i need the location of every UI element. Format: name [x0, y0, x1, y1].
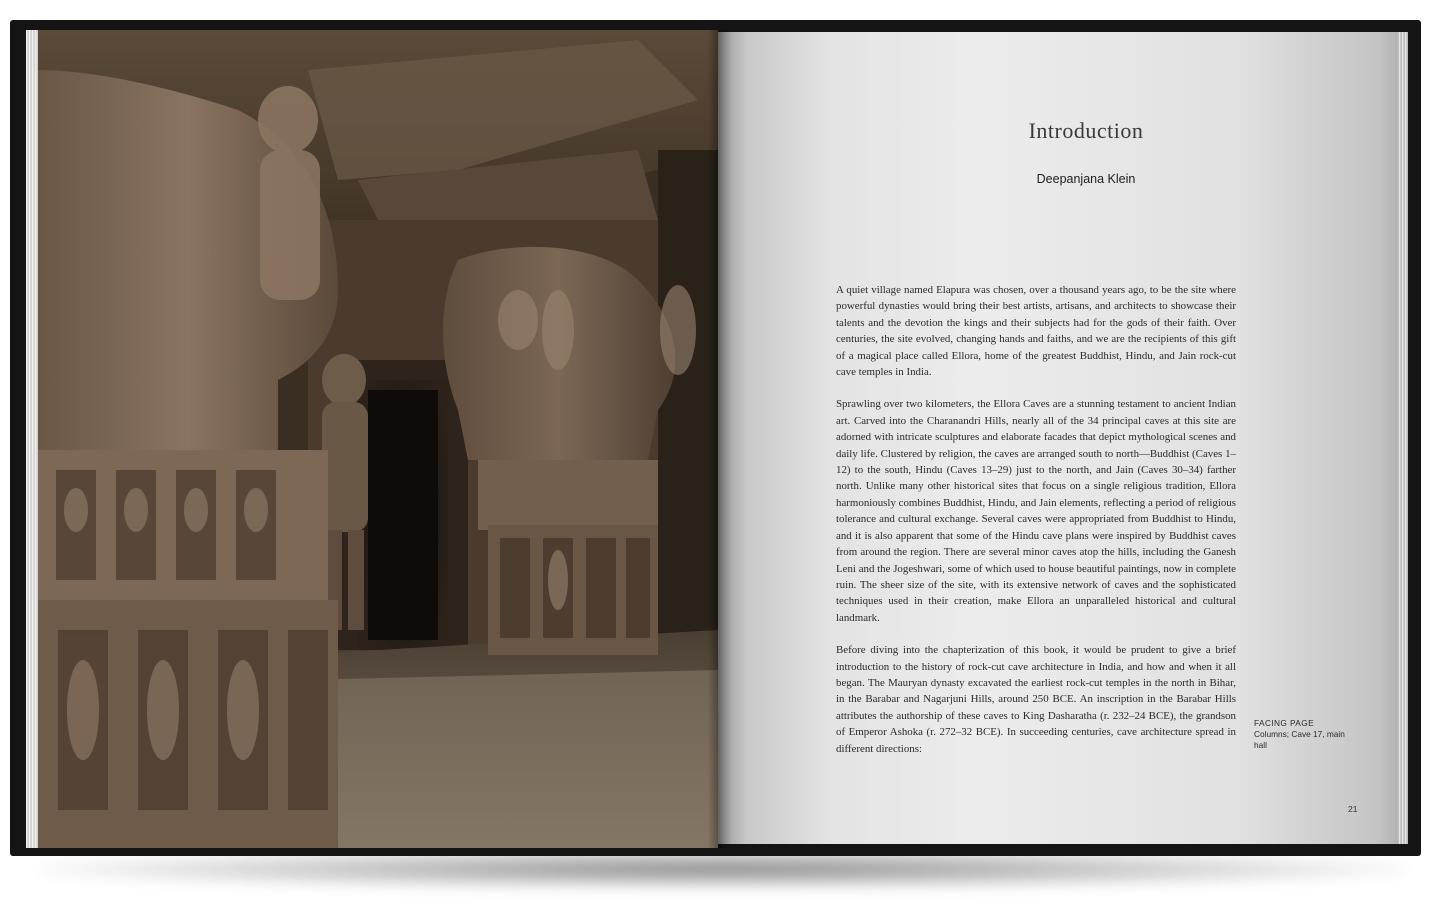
author-name: Deepanjana Klein: [1036, 172, 1136, 186]
page-number: 21: [1348, 804, 1358, 814]
body-text: [836, 282, 1236, 773]
caption-label: FACING PAGE: [1254, 718, 1315, 728]
caption-text: Columns; Cave 17, main hall: [1254, 729, 1345, 750]
text-page: [718, 32, 1398, 844]
page-edges-left: [26, 30, 38, 848]
paragraph: Before diving into the chapterization of this book, it would be prudent to give a brief introduction to the history of rock-cut cave architecture in India, and how and when it all began. The Mauryan dynasty excavated the earliest rock-cut temples in the north in Bihar, in the Barabar and Nagarjuni Hills, around 250 BCE. An inscription in the Barabar Hills attributes the authorship of these caves to King Dasharatha (r. 232–24 BCE), the grandson of Emperor Ashoka (r. 272–32 BCE). In succeeding centuries, cave architecture spread in different directions:: [836, 644, 1236, 755]
chapter-title: Introduction: [1028, 118, 1144, 143]
cave-photograph: [38, 30, 718, 848]
paragraph: Sprawling over two kilometers, the Ellora Caves are a stunning testament to ancient Indian art. Carved into the Charanandri Hills, nearly all of the 34 principal caves at this site are adorned with intricate sculptures and elaborate facades that depict mythological scenes and daily life. Clustered by religion, the caves are arranged south to north—Buddhist (Caves 1–12) to the south, Hindu (Caves 13–29) just to the north, and Jain (Caves 30–34) farther north. Unlike many other historical sites that focus on a single religious tradition, Ellora harmoniously combines Buddhist, Hindu, and Jain elements, reflecting a period of religious tolerance and cultural exchange. Several caves were appropriated from Buddhist to Hindu, and it is also apparent that some of the Hindu cave plans were inspired by Buddhist caves from around the region. There are several minor caves atop the hills, including the Ganesh Leni and the Jogeshwari, some of which used to house beautiful paintings, now in complete ruin. The sheer size of the site, with its extensive network of caves and the sophisticated techniques used in their creation, make Ellora an unparalleled historical and cultural landmark.: [836, 398, 1236, 624]
cave-columns-illustration: [38, 30, 718, 848]
paragraph: A quiet village named Elapura was chosen, over a thousand years ago, to be the site where powerful dynasties would bring their best artists, artisans, and architects to showcase their talents and the devotion the kings and their subjects had for the gods of their faith. Over centuries, the site evolved, changing hands and faiths, and we are the recipients of this gift of a magical place called Ellora, home of the greatest Buddhist, Hindu, and Jain rock-cut cave temples in India.: [836, 284, 1236, 379]
photo-caption: [1254, 718, 1350, 751]
